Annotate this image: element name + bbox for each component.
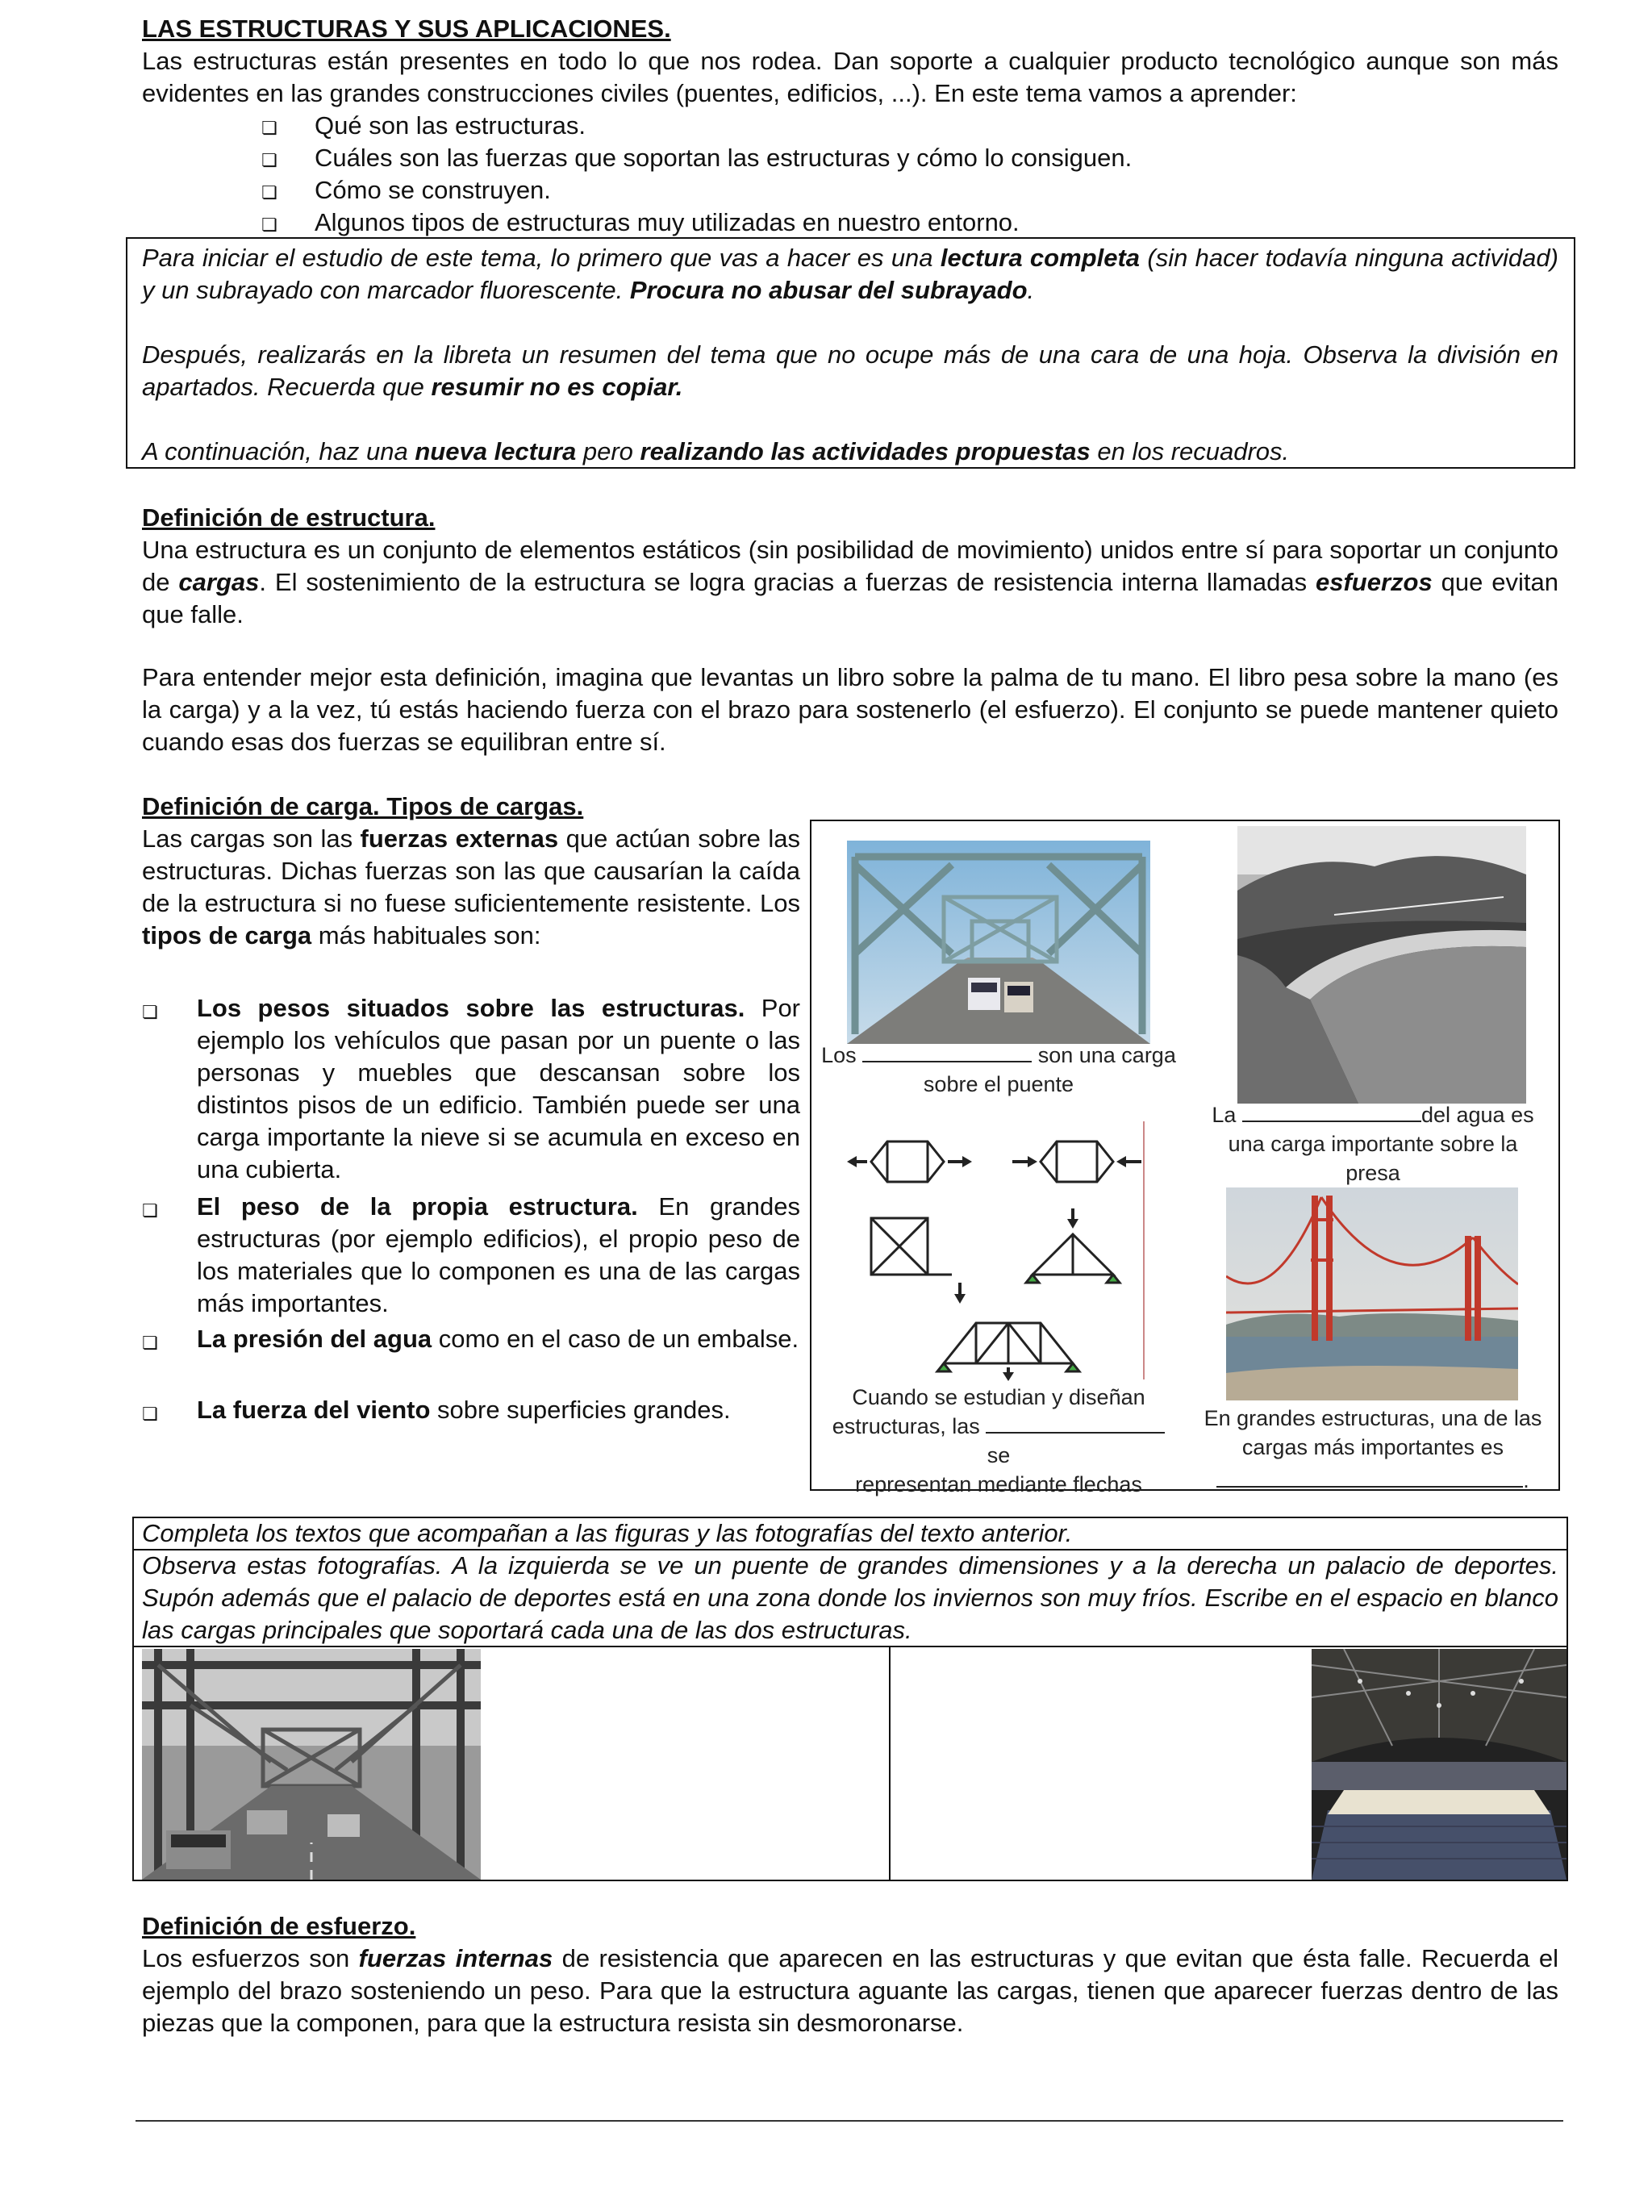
figure-caption: Cuando se estudian y diseñan estructuras, las se representan mediante flechas <box>821 1383 1176 1499</box>
list-item: Algunos tipos de estructuras muy utilizadas en nuestro entorno. <box>315 208 1020 236</box>
list-item: Cómo se construyen. <box>315 176 551 204</box>
fill-in-blank[interactable] <box>1242 1121 1421 1122</box>
divider <box>889 1646 891 1881</box>
bullet-icon: ❏ <box>142 1200 158 1221</box>
dam-photo <box>1237 826 1526 1104</box>
list-item: El peso de la propia estructura. En grandes estructuras (por ejemplo edificios), el propio peso de los materiales que lo componen es una de las cargas más importantes. <box>197 1192 801 1317</box>
activity-instruction: Completa los textos que acompañan a las figuras y las fotografías del texto anterior. <box>142 1519 1073 1547</box>
bullet-icon: ❏ <box>142 1002 158 1022</box>
fill-in-blank[interactable] <box>986 1432 1165 1434</box>
fill-in-blank[interactable] <box>1216 1462 1523 1488</box>
definition-paragraph: Una estructura es un conjunto de elementos estáticos (sin posibilidad de movimiento) unidos entre sí para soportar un conjunto de cargas. El sostenimiento de la estructura se logra gracias a fuerzas de resistencia interna llamadas esfuerzos que evitan que falle. <box>142 536 1558 628</box>
list-item: Los pesos situados sobre las estructuras. Por ejemplo los vehículos que pasan por un puente o las personas y muebles que descansan sobre los distintos pisos de un edificio. También puede ser una carga importante la nieve si se acumula en exceso en una cubierta. <box>197 994 801 1183</box>
instructions-paragraph: A continuación, haz una nueva lectura pero realizando las actividades propuestas en los recuadros. <box>142 437 1290 465</box>
instructions-text <box>142 242 1558 468</box>
list-item: Cuáles son las fuerzas que soportan las estructuras y cómo lo consiguen. <box>315 144 1133 172</box>
bullet-icon: ❏ <box>261 118 277 138</box>
truss-diagrams <box>839 1121 1178 1384</box>
divider <box>132 1646 1568 1647</box>
section-heading: Definición de esfuerzo. <box>142 1912 416 1940</box>
figure-caption: Los son una carga sobre el puente <box>821 1043 1176 1096</box>
sports-arena-photo <box>1312 1649 1566 1880</box>
figure-caption: La del agua es una carga importante sobre la presa <box>1212 1103 1534 1185</box>
bullet-icon: ❏ <box>142 1333 158 1353</box>
bullet-icon: ❏ <box>261 150 277 170</box>
section-heading: Definición de carga. Tipos de cargas. <box>142 792 584 820</box>
bullet-icon: ❏ <box>261 215 277 235</box>
instructions-paragraph: Para iniciar el estudio de este tema, lo primero que vas a hacer es una lectura completa (sin hacer todavía ninguna actividad) y un subrayado con marcador fluorescente. Procura no abusar del subrayado. <box>142 244 1558 304</box>
bridge-traffic-photo <box>142 1649 481 1880</box>
fill-in-blank[interactable] <box>862 1061 1032 1062</box>
suspension-bridge-photo <box>1226 1187 1518 1400</box>
footer-rule <box>136 2120 1563 2122</box>
stress-paragraph: Los esfuerzos son fuerzas internas de resistencia que aparecen en las estructuras y que evitan que ésta falle. Recuerda el ejemplo del brazo sosteniendo un peso. Para que la estructura aguante las cargas, tienen que aparecer fuerzas dentro de las piezas que la componen, para que la estructura resista sin desmoronarse. <box>142 1944 1558 2037</box>
bullet-icon: ❏ <box>142 1404 158 1424</box>
bullet-icon: ❏ <box>261 182 277 202</box>
list-item: Qué son las estructuras. <box>315 111 586 140</box>
instructions-paragraph: Después, realizarás en la libreta un resumen del tema que no ocupe más de una cara de una hoja. Observa la división en apartados. Recuerda que resumir no es copiar. <box>142 340 1558 401</box>
example-paragraph: Para entender mejor esta definición, imagina que levantas un libro sobre la palma de tu mano. El libro pesa sobre la mano (es la carga) y a la vez, tú estás haciendo fuerza con el brazo para sostenerlo (el esfuerzo). El conjunto se puede mantener quieto cuando esas dos fuerzas se equilibran entre sí. <box>142 663 1558 756</box>
figure-caption: En grandes estructuras, una de las cargas más importantes es . <box>1204 1406 1542 1492</box>
list-item: La fuerza del viento sobre superficies grandes. <box>197 1396 731 1424</box>
list-item: La presión del agua como en el caso de un embalse. <box>197 1325 799 1353</box>
loads-paragraph: Las cargas son las fuerzas externas que actúan sobre las estructuras. Dichas fuerzas son las que causarían la caída de la estructura si no fuese suficientemente resistente. Los tipos de carga más habituales son: <box>142 824 800 949</box>
section-heading: Definición de estructura. <box>142 503 436 532</box>
intro-paragraph: Las estructuras están presentes en todo lo que nos rodea. Dan soporte a cualquier producto tecnológico aunque son más evidentes en las grandes construcciones civiles (puentes, edificios, ...). En este tema vamos a aprender: <box>142 47 1558 107</box>
bridge-photo <box>847 841 1150 1044</box>
activity-instruction: Observa estas fotografías. A la izquierda se ve un puente de grandes dimensiones y a la derecha un palacio de deportes. Supón además que el palacio de deportes está en una zona donde los inviernos son muy fríos. Escribe en el espacio en blanco las cargas principales que soportará cada una de las dos estructuras. <box>142 1551 1558 1644</box>
activity-text <box>142 1517 1558 1646</box>
page-title: LAS ESTRUCTURAS Y SUS APLICACIONES. <box>142 15 671 43</box>
